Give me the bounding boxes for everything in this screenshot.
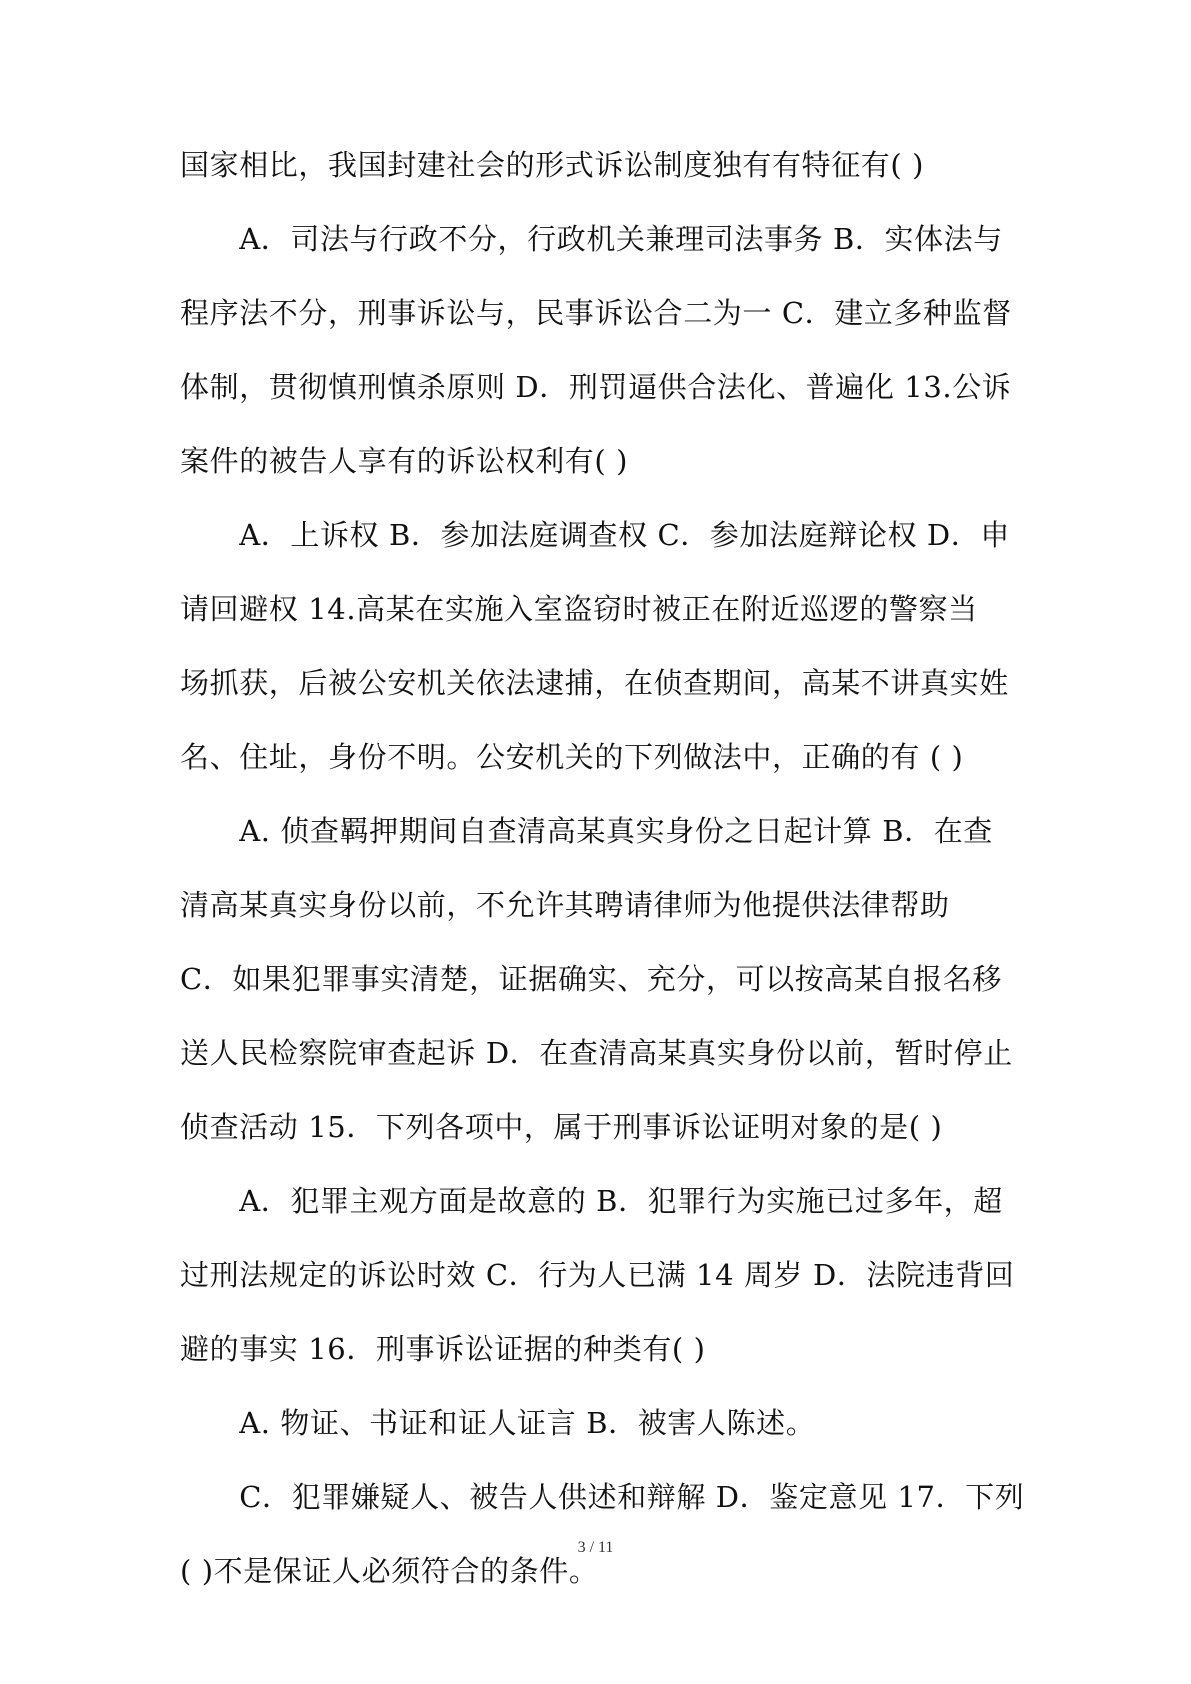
body-text [180,128,1025,1608]
text-line: A．犯罪主观方面是故意的 B．犯罪行为实施已过多年，超 [180,1184,1003,1218]
text-line: 侦查活动 15．下列各项中，属于刑事诉讼证明对象的是( ) [180,1110,943,1144]
text-line: 送人民检察院审查起诉 D．在查清高某真实身份以前，暂时停止 [180,1036,1013,1070]
text-line: 程序法不分，刑事诉讼与，民事诉讼合二为一 C．建立多种监督 [180,296,1012,330]
text-line: 清高某真实身份以前，不允许其聘请律师为他提供法律帮助 [180,888,950,922]
text-line: 请回避权 14.高某在实施入室盗窃时被正在附近巡逻的警察当 [180,592,978,626]
text-line: 案件的被告人享有的诉讼权利有( ) [180,444,629,478]
text-line: 过刑法规定的诉讼时效 C．行为人已满 14 周岁 D．法院违背回 [180,1258,1015,1292]
text-line: C．犯罪嫌疑人、被告人供述和辩解 D．鉴定意见 17．下列 [180,1480,1025,1514]
text-line: C．如果犯罪事实清楚，证据确实、充分，可以按高某自报名移 [180,962,1002,996]
text-line: 场抓获，后被公安机关依法逮捕，在侦查期间，高某不讲真实姓 [180,666,1009,700]
text-line: ( )不是保证人必须符合的条件。 [180,1554,599,1588]
text-line: 避的事实 16．刑事诉讼证据的种类有( ) [180,1332,706,1366]
text-line: A. 侦查羁押期间自查清高某真实身份之日起计算 B．在查 [180,814,993,848]
text-line: A．上诉权 B．参加法庭调查权 C．参加法庭辩论权 D．申 [180,518,1010,552]
text-line: A．司法与行政不分，行政机关兼理司法事务 B．实体法与 [180,222,1003,256]
text-line: 体制，贯彻慎刑慎杀原则 D．刑罚逼供合法化、普遍化 13.公诉 [180,370,1012,404]
text-line: 国家相比，我国封建社会的形式诉讼制度独有有特征有( ) [180,148,925,182]
text-line: A. 物证、书证和证人证言 B．被害人陈述。 [180,1406,816,1440]
text-line: 名、住址，身份不明。公安机关的下列做法中，正确的有 ( ) [180,740,964,774]
page-number: 3 / 11 [577,1539,614,1556]
